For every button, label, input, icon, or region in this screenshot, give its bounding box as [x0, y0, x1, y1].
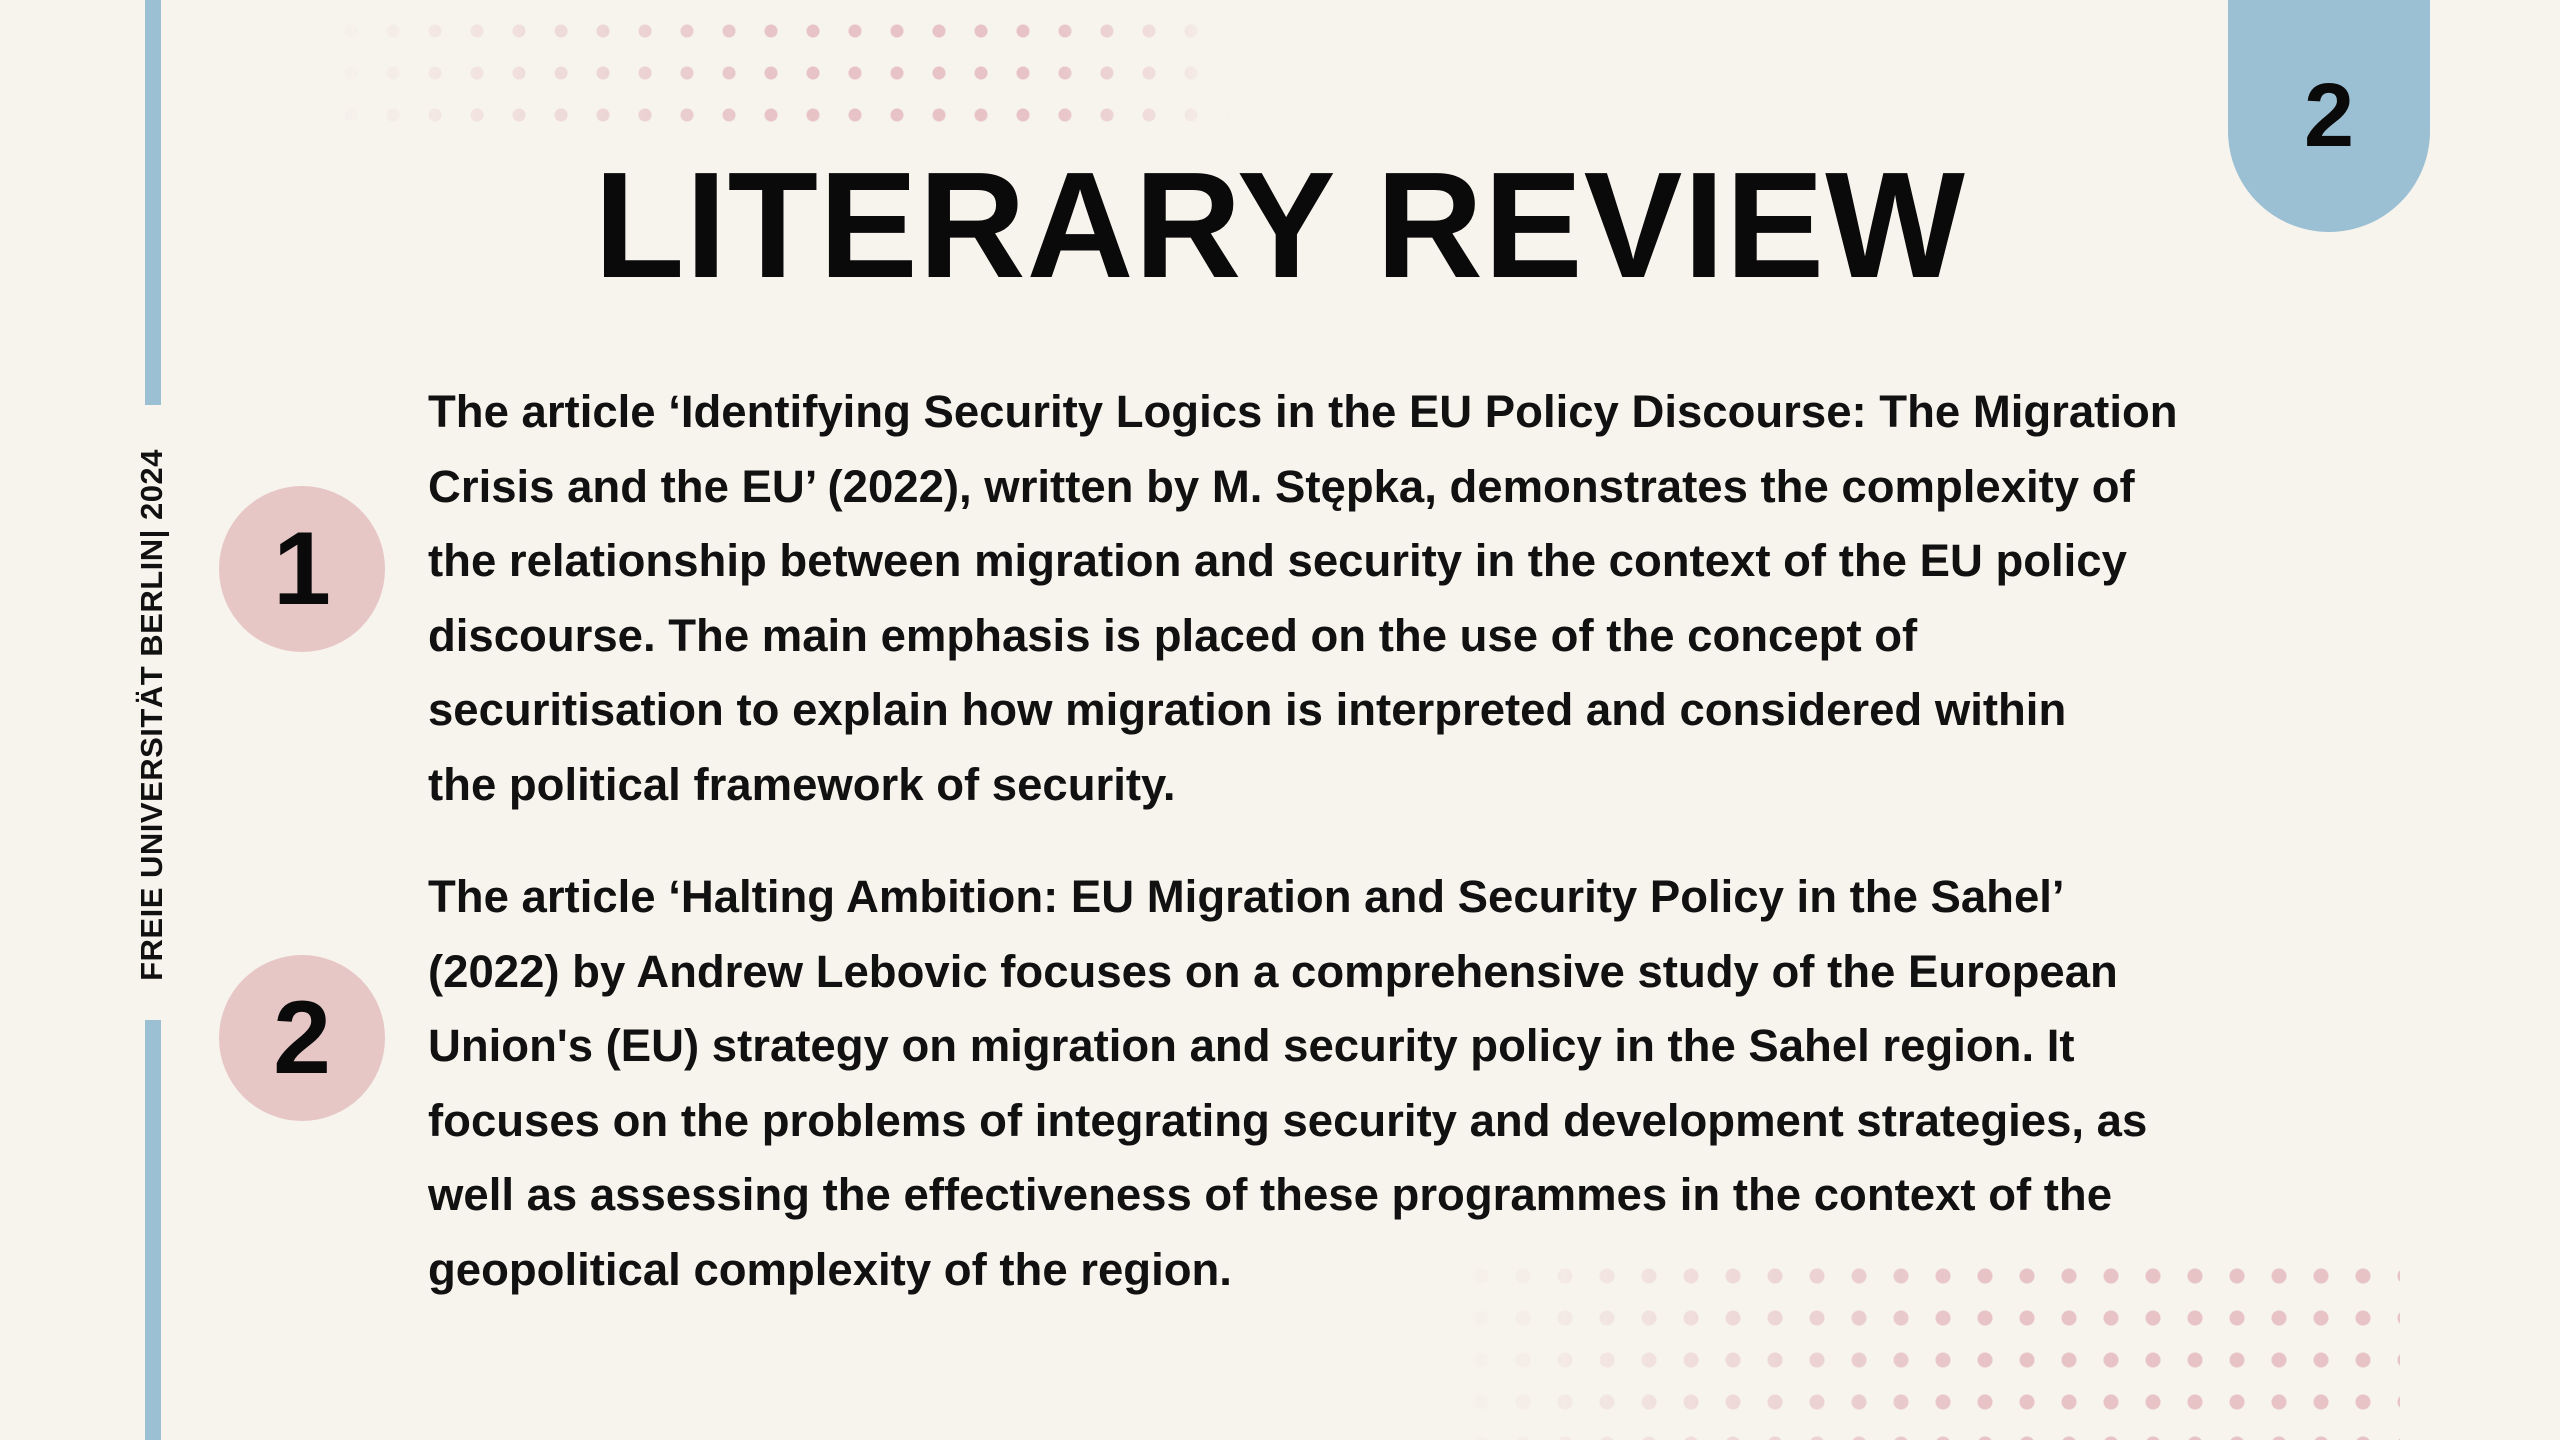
item-number-1: 1	[273, 511, 331, 627]
left-rail-bottom	[145, 1020, 161, 1440]
decorative-dots-top	[330, 10, 1230, 125]
item-number-circle-2	[219, 955, 385, 1121]
item-number-2: 2	[273, 980, 331, 1096]
university-label: FREIE UNIVERSITÄT BERLIN| 2024	[134, 449, 169, 981]
slide-title: LITERARY REVIEW	[594, 141, 1966, 310]
page-number: 2	[2303, 65, 2355, 166]
review-paragraph-1: The article ‘Identifying Security Logics in the EU Policy Discourse: The Migration Crisis and the EU’ (2022), written by M. Stępka, demonstrates the complexity of the relationship between migration and security in the context of the EU policy discourse. The main emphasis is placed on the use of the concept of securitisation to explain how migration is interpreted and considered within the political framework of security.	[428, 386, 2178, 810]
review-paragraph-2: The article ‘Halting Ambition: EU Migration and Security Policy in the Sahel’ (2022) by Andrew Lebovic focuses on a comprehensive study of the European Union's (EU) strategy on migration and security policy in the Sahel region. It focuses on the problems of integrating security and development strategies, as well as assessing the effectiveness of these programmes in the context of the geopolitical complexity of the region.	[428, 871, 2148, 1295]
item-number-circle-1	[219, 486, 385, 652]
